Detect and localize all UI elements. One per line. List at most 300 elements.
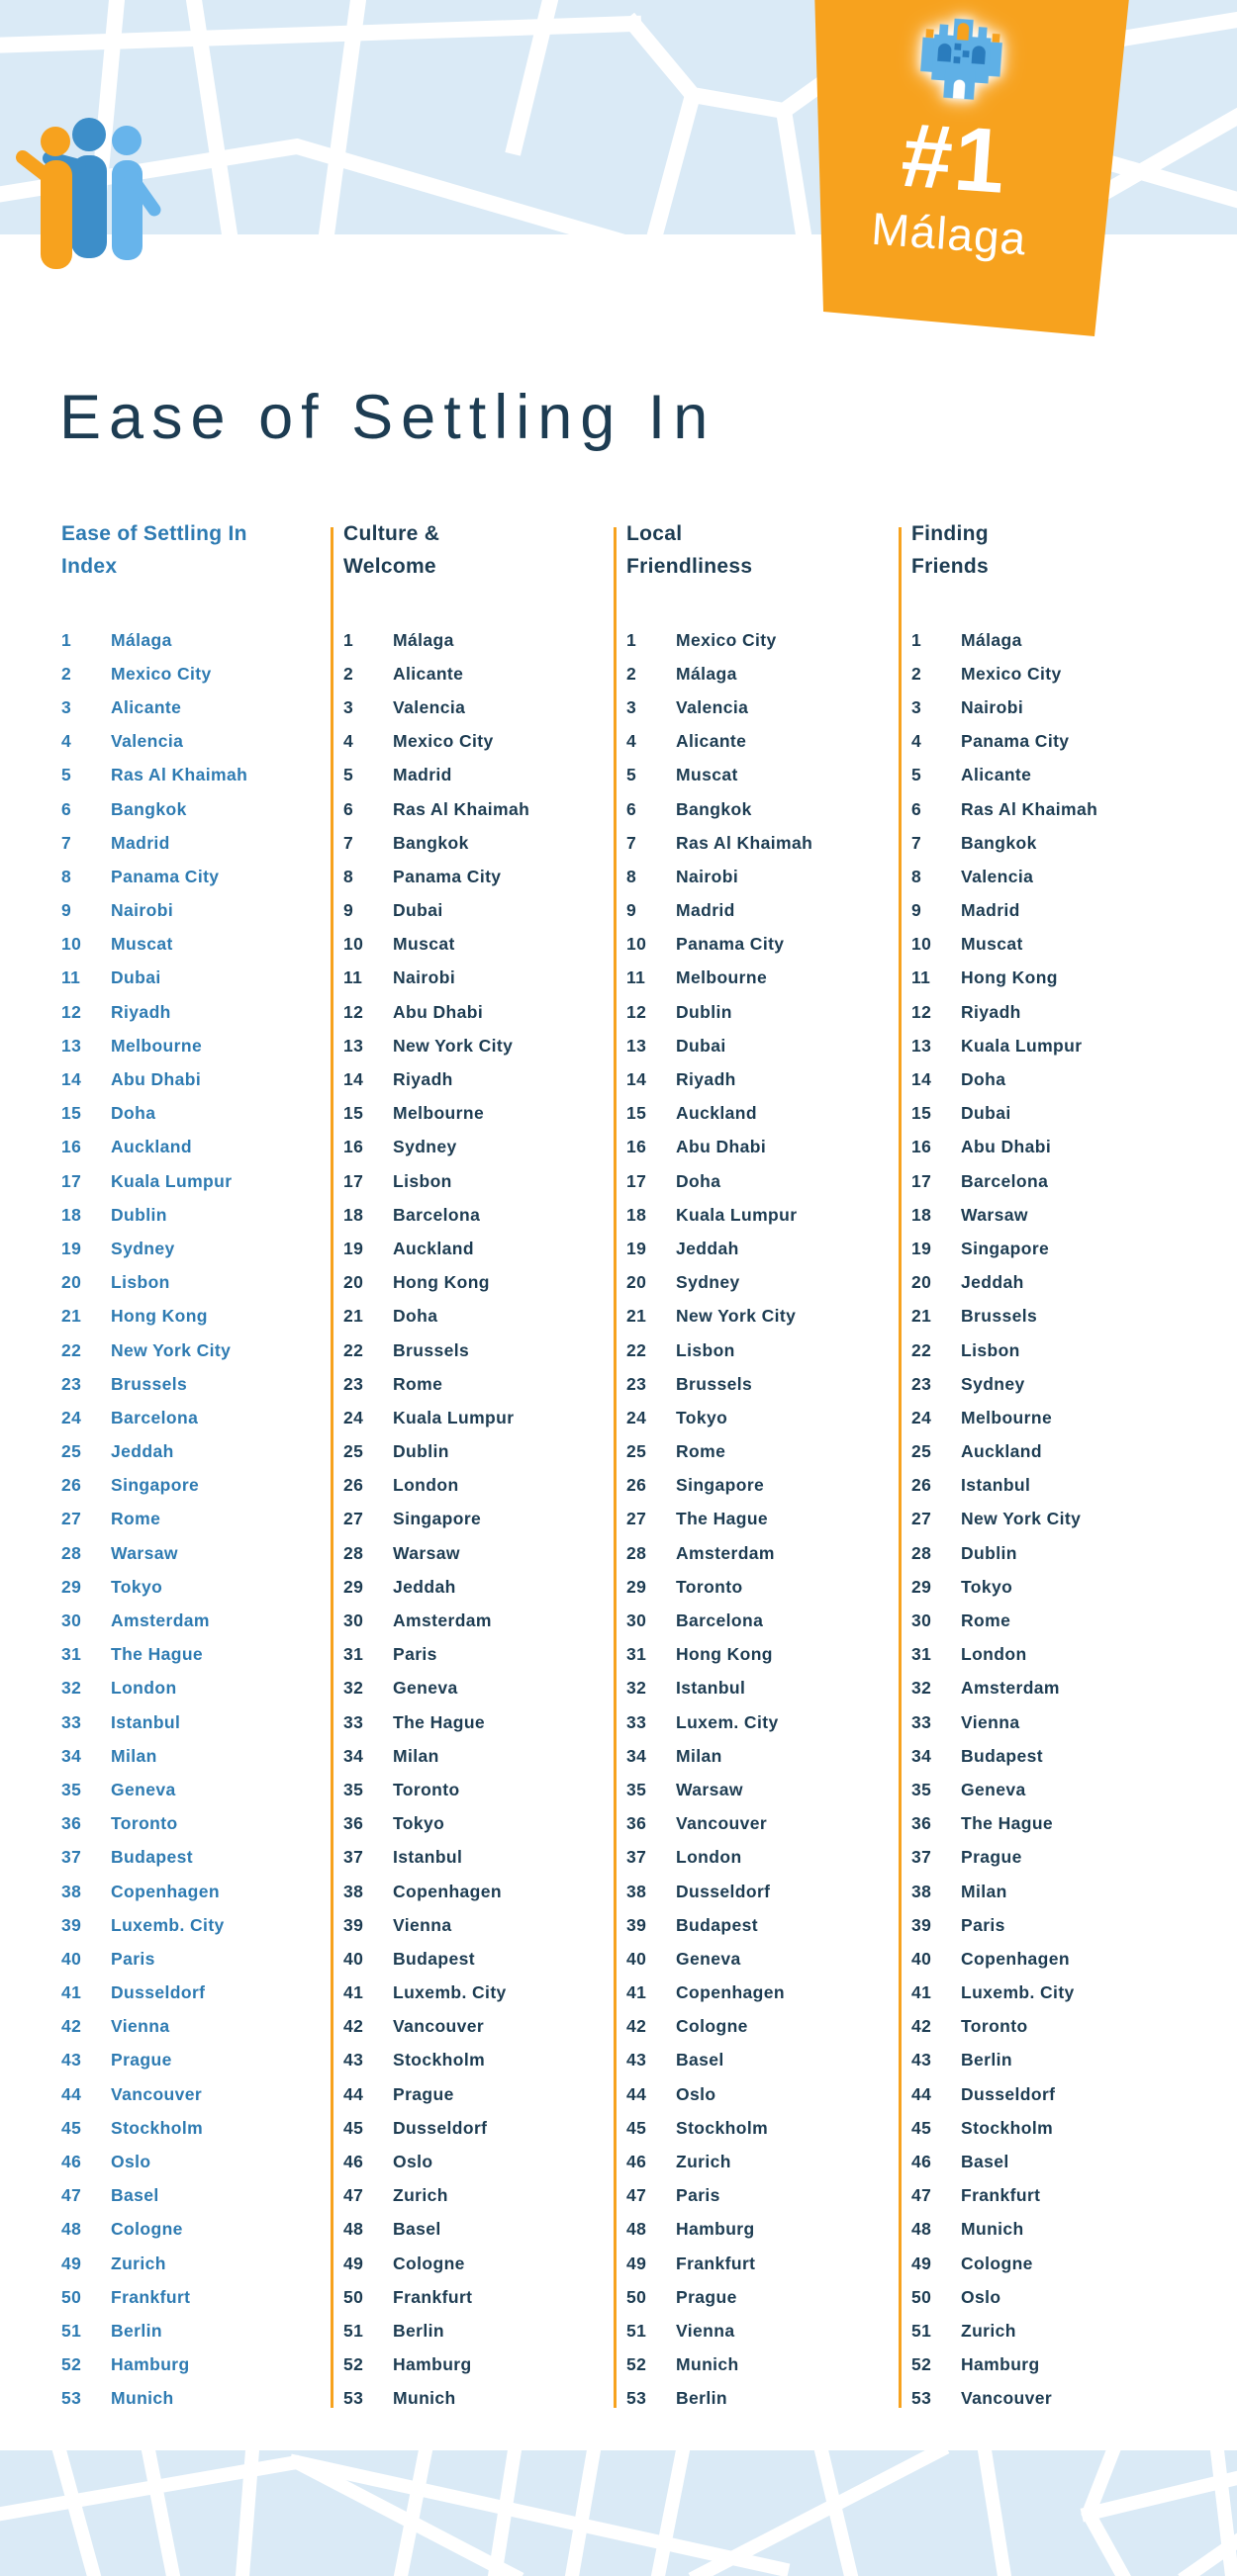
city-name: Auckland xyxy=(676,1103,757,1124)
rank-number: 37 xyxy=(626,1847,647,1868)
rank-number: 34 xyxy=(911,1745,932,1766)
city-name: Oslo xyxy=(111,2152,151,2172)
ranking-row xyxy=(911,2213,1181,2247)
column-header xyxy=(61,517,331,583)
rank-number: 14 xyxy=(626,1069,647,1090)
ranking-row xyxy=(626,2247,896,2280)
rank-number: 20 xyxy=(626,1272,647,1293)
ranking-row xyxy=(626,1807,896,1841)
city-name: Amsterdam xyxy=(961,1678,1060,1699)
ranking-row xyxy=(626,1164,896,1198)
ranking-row xyxy=(61,1300,331,1334)
city-name: Bangkok xyxy=(676,798,752,819)
city-name: Cologne xyxy=(393,2253,465,2273)
ranking-row xyxy=(343,1131,613,1164)
rank-number: 43 xyxy=(61,2050,82,2070)
ranking-row xyxy=(61,2247,331,2280)
ranking-row xyxy=(911,1131,1181,1164)
city-name: Dublin xyxy=(111,1204,167,1225)
rank-number: 40 xyxy=(911,1948,932,1969)
rank-number: 24 xyxy=(911,1407,932,1427)
ranking-row xyxy=(911,792,1181,826)
ranking-row xyxy=(626,2314,896,2347)
ranking-row xyxy=(911,1503,1181,1536)
ranking-row xyxy=(911,2179,1181,2213)
ranking-row xyxy=(626,690,896,724)
rank-number: 6 xyxy=(911,798,922,819)
city-name: Rome xyxy=(111,1509,161,1529)
ranking-row xyxy=(626,2010,896,2044)
ranking-row xyxy=(911,1062,1181,1096)
ranking-row xyxy=(911,2280,1181,2314)
rank-number: 21 xyxy=(911,1306,932,1327)
rank-number: 46 xyxy=(911,2152,932,2172)
rank-number: 49 xyxy=(911,2253,932,2273)
rank-number: 33 xyxy=(343,1711,364,1732)
rank-number: 20 xyxy=(61,1272,82,1293)
ranking-row xyxy=(61,690,331,724)
city-name: Auckland xyxy=(111,1137,192,1157)
badge-city-name: Málaga xyxy=(869,202,1029,265)
ranking-row xyxy=(343,1469,613,1503)
rank-number: 3 xyxy=(343,696,354,717)
city-name: Toronto xyxy=(111,1813,178,1834)
ranking-row xyxy=(911,1097,1181,1131)
ranking-row xyxy=(343,623,613,657)
ranking-row xyxy=(343,725,613,759)
city-name: Munich xyxy=(111,2388,174,2409)
city-name: London xyxy=(676,1847,742,1868)
city-name: Warsaw xyxy=(111,1542,178,1563)
ranking-row xyxy=(911,759,1181,792)
city-name: Málaga xyxy=(676,663,737,684)
ranking-row xyxy=(626,1062,896,1096)
city-name: Valencia xyxy=(393,696,466,717)
rank-number: 3 xyxy=(626,696,637,717)
city-name: Vienna xyxy=(676,2320,735,2341)
city-name: Berlin xyxy=(961,2050,1012,2070)
rank-number: 12 xyxy=(911,1001,932,1022)
ranking-row xyxy=(61,1570,331,1604)
city-name: Barcelona xyxy=(961,1170,1049,1191)
ranking-row xyxy=(911,1334,1181,1367)
city-name: Istanbul xyxy=(676,1678,746,1699)
city-name: Dusseldorf xyxy=(111,1982,206,2003)
ranking-row xyxy=(343,1773,613,1806)
rank-number: 52 xyxy=(911,2354,932,2375)
city-name: Muscat xyxy=(111,934,173,955)
rank-number: 17 xyxy=(626,1170,647,1191)
city-name: Dusseldorf xyxy=(393,2117,488,2138)
rank-number: 16 xyxy=(626,1137,647,1157)
rank-number: 40 xyxy=(61,1948,82,1969)
city-name: Basel xyxy=(676,2050,724,2070)
city-name: Riyadh xyxy=(111,1001,171,1022)
rank-number: 23 xyxy=(343,1373,364,1394)
ranking-row xyxy=(911,1908,1181,1942)
city-name: Bangkok xyxy=(111,798,187,819)
city-name: Brussels xyxy=(393,1339,470,1360)
ranking-row xyxy=(343,1062,613,1096)
ranking-row xyxy=(911,1672,1181,1705)
rank-number: 5 xyxy=(343,765,354,785)
rank-number: 1 xyxy=(343,629,354,650)
city-name: Istanbul xyxy=(393,1847,463,1868)
ranking-row xyxy=(61,725,331,759)
city-name: Lisbon xyxy=(961,1339,1020,1360)
city-name: Oslo xyxy=(393,2152,433,2172)
city-name: Doha xyxy=(961,1069,1006,1090)
rank-number: 11 xyxy=(61,967,81,988)
rank-number: 41 xyxy=(61,1982,82,2003)
rank-number: 17 xyxy=(911,1170,932,1191)
ranking-row xyxy=(626,1401,896,1434)
ranking-row xyxy=(911,928,1181,962)
rank-number: 51 xyxy=(343,2320,364,2341)
ranking-row xyxy=(626,1977,896,2010)
rank-number: 39 xyxy=(61,1914,82,1935)
city-name: Kuala Lumpur xyxy=(111,1170,233,1191)
rank-number: 4 xyxy=(343,731,354,752)
ranking-row xyxy=(626,725,896,759)
rank-number: 29 xyxy=(343,1576,364,1597)
ranking-row xyxy=(343,1908,613,1942)
rank-number: 32 xyxy=(626,1678,647,1699)
ranking-row xyxy=(626,2348,896,2382)
city-name: Hamburg xyxy=(111,2354,190,2375)
rank-number: 15 xyxy=(343,1103,364,1124)
ranking-row xyxy=(911,1807,1181,1841)
person-light-blue xyxy=(112,126,154,260)
city-name: Vienna xyxy=(111,2016,170,2037)
ranking-row xyxy=(61,759,331,792)
ranking-row xyxy=(343,792,613,826)
city-name: Paris xyxy=(676,2185,720,2206)
city-name: Dublin xyxy=(676,1001,732,1022)
city-name: Barcelona xyxy=(111,1407,199,1427)
rank-number: 8 xyxy=(61,866,72,886)
city-name: Ras Al Khaimah xyxy=(111,765,248,785)
rank-number: 51 xyxy=(61,2320,82,2341)
ranking-row xyxy=(61,1401,331,1434)
city-name: Rome xyxy=(393,1373,443,1394)
ranking-row xyxy=(911,962,1181,995)
rank-number: 13 xyxy=(343,1035,364,1056)
rank-number: 1 xyxy=(61,629,72,650)
city-name: Berlin xyxy=(393,2320,444,2341)
city-name: London xyxy=(393,1475,459,1496)
city-name: Stockholm xyxy=(393,2050,486,2070)
rank-number: 33 xyxy=(911,1711,932,1732)
rank-number: 6 xyxy=(61,798,72,819)
rank-number: 13 xyxy=(61,1035,82,1056)
ranking-row xyxy=(911,2247,1181,2280)
column-header-line: Culture & xyxy=(343,522,440,545)
ranking-row xyxy=(61,1131,331,1164)
city-name: Zurich xyxy=(961,2320,1016,2341)
city-name: Budapest xyxy=(393,1948,475,1969)
ranking-row xyxy=(343,928,613,962)
city-name: Copenhagen xyxy=(676,1982,785,2003)
city-name: Rome xyxy=(676,1441,726,1462)
rank-number: 28 xyxy=(61,1542,82,1563)
ranking-row xyxy=(343,1875,613,1908)
rank-number: 45 xyxy=(626,2117,647,2138)
rank-number: 39 xyxy=(626,1914,647,1935)
city-name: Luxemb. City xyxy=(393,1982,507,2003)
rank-number: 11 xyxy=(343,967,363,988)
city-name: New York City xyxy=(961,1509,1082,1529)
rank-number: 14 xyxy=(61,1069,82,1090)
ranking-row xyxy=(61,1908,331,1942)
ranking-row xyxy=(626,1198,896,1232)
rank-number: 30 xyxy=(626,1610,647,1631)
city-name: Barcelona xyxy=(393,1204,481,1225)
city-name: Riyadh xyxy=(961,1001,1021,1022)
rank-number: 8 xyxy=(343,866,354,886)
rank-number: 21 xyxy=(61,1306,82,1327)
ranking-row xyxy=(911,1266,1181,1300)
city-name: The Hague xyxy=(111,1644,204,1665)
ranking-row xyxy=(61,1977,331,2010)
ranking-row xyxy=(911,1773,1181,1806)
city-name: Jeddah xyxy=(393,1576,456,1597)
column-divider xyxy=(331,527,333,2408)
ranking-row xyxy=(61,1164,331,1198)
rank-number: 44 xyxy=(61,2083,82,2104)
ranking-row xyxy=(343,1536,613,1570)
city-name: Málaga xyxy=(961,629,1022,650)
rank-number: 8 xyxy=(911,866,922,886)
city-name: Kuala Lumpur xyxy=(393,1407,515,1427)
rank-number: 23 xyxy=(626,1373,647,1394)
city-name: Hong Kong xyxy=(676,1644,773,1665)
rank-number: 30 xyxy=(61,1610,82,1631)
rank-number: 38 xyxy=(626,1881,647,1901)
rank-number: 53 xyxy=(911,2388,932,2409)
rank-number: 46 xyxy=(343,2152,364,2172)
ranking-row xyxy=(626,1232,896,1265)
rank-number: 39 xyxy=(343,1914,364,1935)
rank-number: 18 xyxy=(911,1204,932,1225)
ranking-row xyxy=(343,962,613,995)
ranking-list xyxy=(343,623,613,2416)
city-name: Lisbon xyxy=(676,1339,735,1360)
city-name: Tokyo xyxy=(111,1576,163,1597)
rank-number: 50 xyxy=(61,2286,82,2307)
ranking-row xyxy=(626,1672,896,1705)
ranking-row xyxy=(61,792,331,826)
rank-number: 44 xyxy=(911,2083,932,2104)
city-name: The Hague xyxy=(961,1813,1054,1834)
rank-number: 38 xyxy=(61,1881,82,1901)
ranking-row xyxy=(343,1029,613,1062)
rank-number: 26 xyxy=(626,1475,647,1496)
city-name: Melbourne xyxy=(961,1407,1053,1427)
ranking-row xyxy=(61,1232,331,1265)
rank-number: 35 xyxy=(343,1779,364,1799)
city-name: Nairobi xyxy=(961,696,1024,717)
city-name: Sydney xyxy=(111,1238,175,1258)
ranking-row xyxy=(343,1367,613,1401)
ranking-row xyxy=(61,1536,331,1570)
rank-number: 27 xyxy=(61,1509,82,1529)
city-name: Dubai xyxy=(393,900,443,921)
city-name: Vancouver xyxy=(676,1813,768,1834)
city-name: Oslo xyxy=(676,2083,716,2104)
ranking-row xyxy=(626,2382,896,2416)
ranking-row xyxy=(61,1773,331,1806)
rank-number: 28 xyxy=(911,1542,932,1563)
ranking-row xyxy=(61,2348,331,2382)
city-name: Doha xyxy=(393,1306,438,1327)
column-header-line: Local xyxy=(626,522,683,545)
column-finding-friends xyxy=(911,517,1181,2409)
ranking-row xyxy=(911,2044,1181,2077)
rank-number: 51 xyxy=(911,2320,932,2341)
ranking-list xyxy=(911,623,1181,2416)
rank-number: 2 xyxy=(911,663,922,684)
ranking-row xyxy=(911,1401,1181,1434)
ranking-row xyxy=(343,860,613,893)
rank-number: 47 xyxy=(626,2185,647,2206)
ranking-row xyxy=(911,1029,1181,1062)
city-name: Hamburg xyxy=(393,2354,472,2375)
ranking-row xyxy=(911,826,1181,860)
ranking-row xyxy=(626,1773,896,1806)
rank-number: 12 xyxy=(343,1001,364,1022)
ranking-row xyxy=(626,1604,896,1637)
rank-number: 7 xyxy=(626,832,637,853)
rank-number: 16 xyxy=(61,1137,82,1157)
ranking-row xyxy=(343,894,613,928)
city-name: Warsaw xyxy=(393,1542,460,1563)
column-divider xyxy=(899,527,902,2408)
ranking-row xyxy=(911,1536,1181,1570)
ranking-row xyxy=(626,860,896,893)
city-name: Jeddah xyxy=(676,1238,739,1258)
ranking-row xyxy=(61,2213,331,2247)
rank-number: 34 xyxy=(626,1745,647,1766)
rank-number: 35 xyxy=(911,1779,932,1799)
rank-number: 31 xyxy=(626,1644,647,1665)
city-name: Milan xyxy=(111,1745,157,1766)
ranking-row xyxy=(911,1367,1181,1401)
rank-number: 46 xyxy=(626,2152,647,2172)
city-name: London xyxy=(111,1678,177,1699)
rank-number: 23 xyxy=(911,1373,932,1394)
city-name: Prague xyxy=(393,2083,454,2104)
rank-number: 36 xyxy=(61,1813,82,1834)
city-name: Toronto xyxy=(676,1576,743,1597)
rank-number: 24 xyxy=(61,1407,82,1427)
ranking-row xyxy=(61,1841,331,1875)
rank-number: 53 xyxy=(626,2388,647,2409)
city-name: Mexico City xyxy=(961,663,1062,684)
rank-number: 29 xyxy=(911,1576,932,1597)
rank-number: 9 xyxy=(343,900,354,921)
ranking-row xyxy=(343,2044,613,2077)
rank-number: 36 xyxy=(911,1813,932,1834)
city-name: Mexico City xyxy=(676,629,777,650)
ranking-row xyxy=(626,657,896,690)
rank-number: 7 xyxy=(911,832,922,853)
ranking-row xyxy=(61,1942,331,1976)
rank-number: 31 xyxy=(911,1644,932,1665)
ranking-row xyxy=(911,2077,1181,2111)
ranking-row xyxy=(343,1503,613,1536)
ranking-row xyxy=(343,1334,613,1367)
rank-number: 27 xyxy=(626,1509,647,1529)
ranking-row xyxy=(911,894,1181,928)
rank-number: 26 xyxy=(61,1475,82,1496)
rank-number: 32 xyxy=(911,1678,932,1699)
rank-number: 32 xyxy=(343,1678,364,1699)
column-ease-of-settling-in-index xyxy=(61,517,331,2409)
rank-number: 51 xyxy=(626,2320,647,2341)
city-name: Hamburg xyxy=(676,2219,755,2240)
rank-number: 45 xyxy=(343,2117,364,2138)
ranking-row xyxy=(626,1097,896,1131)
ranking-row xyxy=(61,623,331,657)
rank-number: 4 xyxy=(626,731,637,752)
city-name: Málaga xyxy=(111,629,172,650)
ranking-row xyxy=(61,2280,331,2314)
rank-number: 6 xyxy=(343,798,354,819)
rank-number: 28 xyxy=(626,1542,647,1563)
city-name: Jeddah xyxy=(111,1441,174,1462)
ranking-row xyxy=(626,962,896,995)
ranking-row xyxy=(626,1536,896,1570)
city-name: Doha xyxy=(111,1103,156,1124)
rank-number: 52 xyxy=(61,2354,82,2375)
rank-number: 33 xyxy=(61,1711,82,1732)
city-name: Singapore xyxy=(111,1475,200,1496)
rank-number: 27 xyxy=(911,1509,932,1529)
column-header xyxy=(911,517,1181,583)
ranking-row xyxy=(911,1977,1181,2010)
rank-number: 45 xyxy=(61,2117,82,2138)
city-name: Dublin xyxy=(393,1441,449,1462)
ranking-row xyxy=(343,2010,613,2044)
rank-number: 41 xyxy=(911,1982,932,2003)
city-name: Prague xyxy=(961,1847,1022,1868)
city-name: London xyxy=(961,1644,1027,1665)
ranking-row xyxy=(911,623,1181,657)
city-name: Warsaw xyxy=(676,1779,743,1799)
city-name: Doha xyxy=(676,1170,721,1191)
city-name: New York City xyxy=(111,1339,232,1360)
rank-number: 10 xyxy=(626,934,647,955)
rank-number: 14 xyxy=(343,1069,364,1090)
ranking-row xyxy=(61,1604,331,1637)
city-name: Geneva xyxy=(961,1779,1026,1799)
ranking-row xyxy=(911,1739,1181,1773)
city-name: Cologne xyxy=(111,2219,183,2240)
rank-number: 29 xyxy=(626,1576,647,1597)
city-name: Toronto xyxy=(393,1779,460,1799)
ranking-row xyxy=(911,1232,1181,1265)
ranking-row xyxy=(626,1570,896,1604)
rank-number: 52 xyxy=(626,2354,647,2375)
ranking-row xyxy=(343,2382,613,2416)
city-name: Warsaw xyxy=(961,1204,1028,1225)
rank-number: 22 xyxy=(343,1339,364,1360)
ranking-row xyxy=(626,826,896,860)
rank-number: 13 xyxy=(911,1035,932,1056)
city-name: Abu Dhabi xyxy=(111,1069,202,1090)
rank-number: 19 xyxy=(343,1238,364,1258)
